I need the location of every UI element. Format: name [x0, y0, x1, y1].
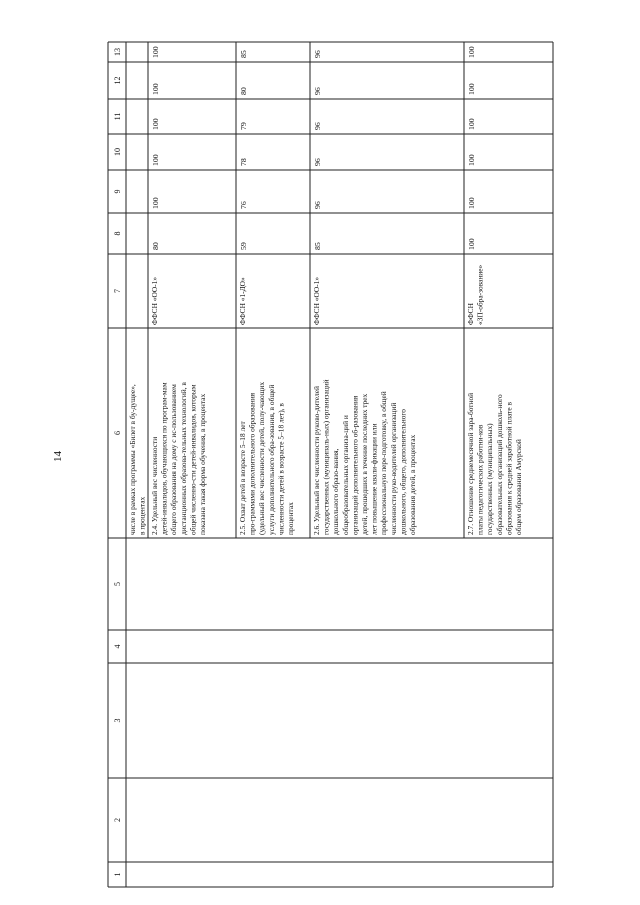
header-number: 6: [113, 431, 122, 435]
indicator-text-line: общей численно-сти детей-инвалидов, которым: [188, 384, 198, 535]
indicator-text-line: 2.6. Удельный вес численности руково-дителей: [312, 386, 321, 535]
source-text: ФФСН: [466, 303, 475, 325]
indicator-value: 100: [151, 154, 160, 166]
indicator-value: 76: [239, 201, 248, 209]
lead-text-line: в процентах: [137, 496, 147, 535]
indicator-text-line: общем образовании Амурской: [514, 439, 523, 535]
indicator-text-line: образования детей, в процентах: [408, 434, 417, 535]
indicator-text-line: показана такая форма обучения, в процентах: [198, 393, 207, 535]
indicator-text-line: лет повышение квали-фикации или: [369, 423, 379, 535]
header-number: 8: [113, 231, 122, 236]
indicator-text-line: детей-инвалидов, обучающихся по програм-мам: [159, 382, 169, 535]
header-number: 11: [113, 112, 122, 121]
indicator-text-line: дошкольного образо-вания,: [331, 448, 341, 535]
source-text: ФФСН «ОО-1»: [312, 276, 321, 325]
indicator-value: 96: [313, 87, 322, 95]
indicator-value: 100: [467, 197, 476, 209]
header-number: 13: [113, 48, 122, 56]
indicator-text-line: (удельный вес численности детей, полу-чающих: [257, 381, 267, 535]
header-number: 2: [113, 818, 122, 822]
indicator-value: 80: [151, 242, 160, 250]
indicator-text-line: дошкольного, общего, дополнительного: [398, 409, 408, 535]
indicator-text-line: образовательных организаций дошколь-ного: [494, 394, 504, 535]
indicator-text-line: 2.7. Отношение среднемесячной зара-ботной: [466, 392, 475, 535]
indicator-value: 100: [151, 118, 160, 130]
indicator-text-line: государственных (муниципальных): [485, 423, 495, 535]
indicator-value: 78: [239, 158, 248, 166]
page-number: 14: [52, 451, 64, 462]
indicator-value: 100: [151, 46, 160, 58]
indicator-value: 100: [151, 197, 160, 209]
indicator-text-line: детей, прошедших в течение последних трех: [360, 393, 369, 535]
header-number: 12: [113, 76, 122, 85]
indicator-value: 100: [467, 118, 476, 130]
indicator-text-line: услуги дополнительного обра-зования, в общей: [266, 384, 276, 535]
source-text: «ЗП-обра-зование»: [475, 264, 485, 325]
indicator-text-line: численности детей в возрасте 5–18 лет), в: [276, 403, 286, 535]
indicator-value: 79: [239, 122, 248, 130]
indicator-text-line: общеобразовательных организа-ций и: [340, 415, 350, 535]
source-text: ФФСН «ОО-1»: [150, 276, 159, 325]
indicator-value: 100: [467, 83, 476, 95]
source-text: ФФСН «1-ДО»: [238, 277, 247, 325]
indicator-value: 96: [313, 122, 322, 130]
indicator-value: 100: [467, 154, 476, 166]
table-group: [108, 42, 553, 887]
header-number: 10: [113, 148, 122, 156]
indicator-value: 96: [313, 158, 322, 166]
indicator-value: 100: [151, 83, 160, 95]
indicator-value: 100: [467, 238, 476, 250]
indicator-text-line: про-граммами дополнительного образования: [247, 392, 257, 535]
indicator-text-line: 2.4. Удельный вес численности: [150, 436, 159, 535]
indicator-value: 96: [313, 50, 322, 58]
lead-text-line: числе в рамках программы «Билет в бу-дущее»,: [128, 384, 137, 535]
indicator-text-line: профессиональную пере-подготовку, в общей: [379, 391, 389, 535]
indicator-text-line: 2.5. Охват детей в возрасте 5–18 лет: [238, 421, 247, 535]
indicator-text-line: процентах: [286, 502, 295, 535]
header-number: 1: [113, 872, 122, 877]
header-number: 9: [113, 189, 122, 194]
header-number: 5: [113, 582, 122, 586]
indicator-text-line: образования к средней заработной плате в: [504, 401, 514, 535]
indicator-value: 59: [239, 242, 248, 250]
indicator-text-line: численности руко-водителей организаций: [388, 402, 398, 535]
indicator-value: 96: [313, 201, 322, 209]
header-number: 3: [113, 718, 122, 723]
indicator-value: 85: [239, 50, 248, 58]
indicator-text-line: платы педагогических работни-ков: [475, 424, 485, 535]
indicator-text-line: дистанционных образова-тельных технологий, в: [178, 382, 188, 535]
indicator-value: 80: [239, 87, 248, 95]
header-number: 7: [113, 289, 122, 293]
indicator-value: 100: [467, 46, 476, 58]
indicator-text-line: организаций дополнительного об-разования: [350, 395, 360, 535]
indicator-text-line: общего образования на дому с ис-пользованием: [169, 384, 179, 535]
indicator-value: 85: [313, 242, 322, 250]
header-number: 4: [113, 644, 122, 649]
indicator-text-line: государственных (муниципаль-ных) организаций: [321, 379, 331, 535]
